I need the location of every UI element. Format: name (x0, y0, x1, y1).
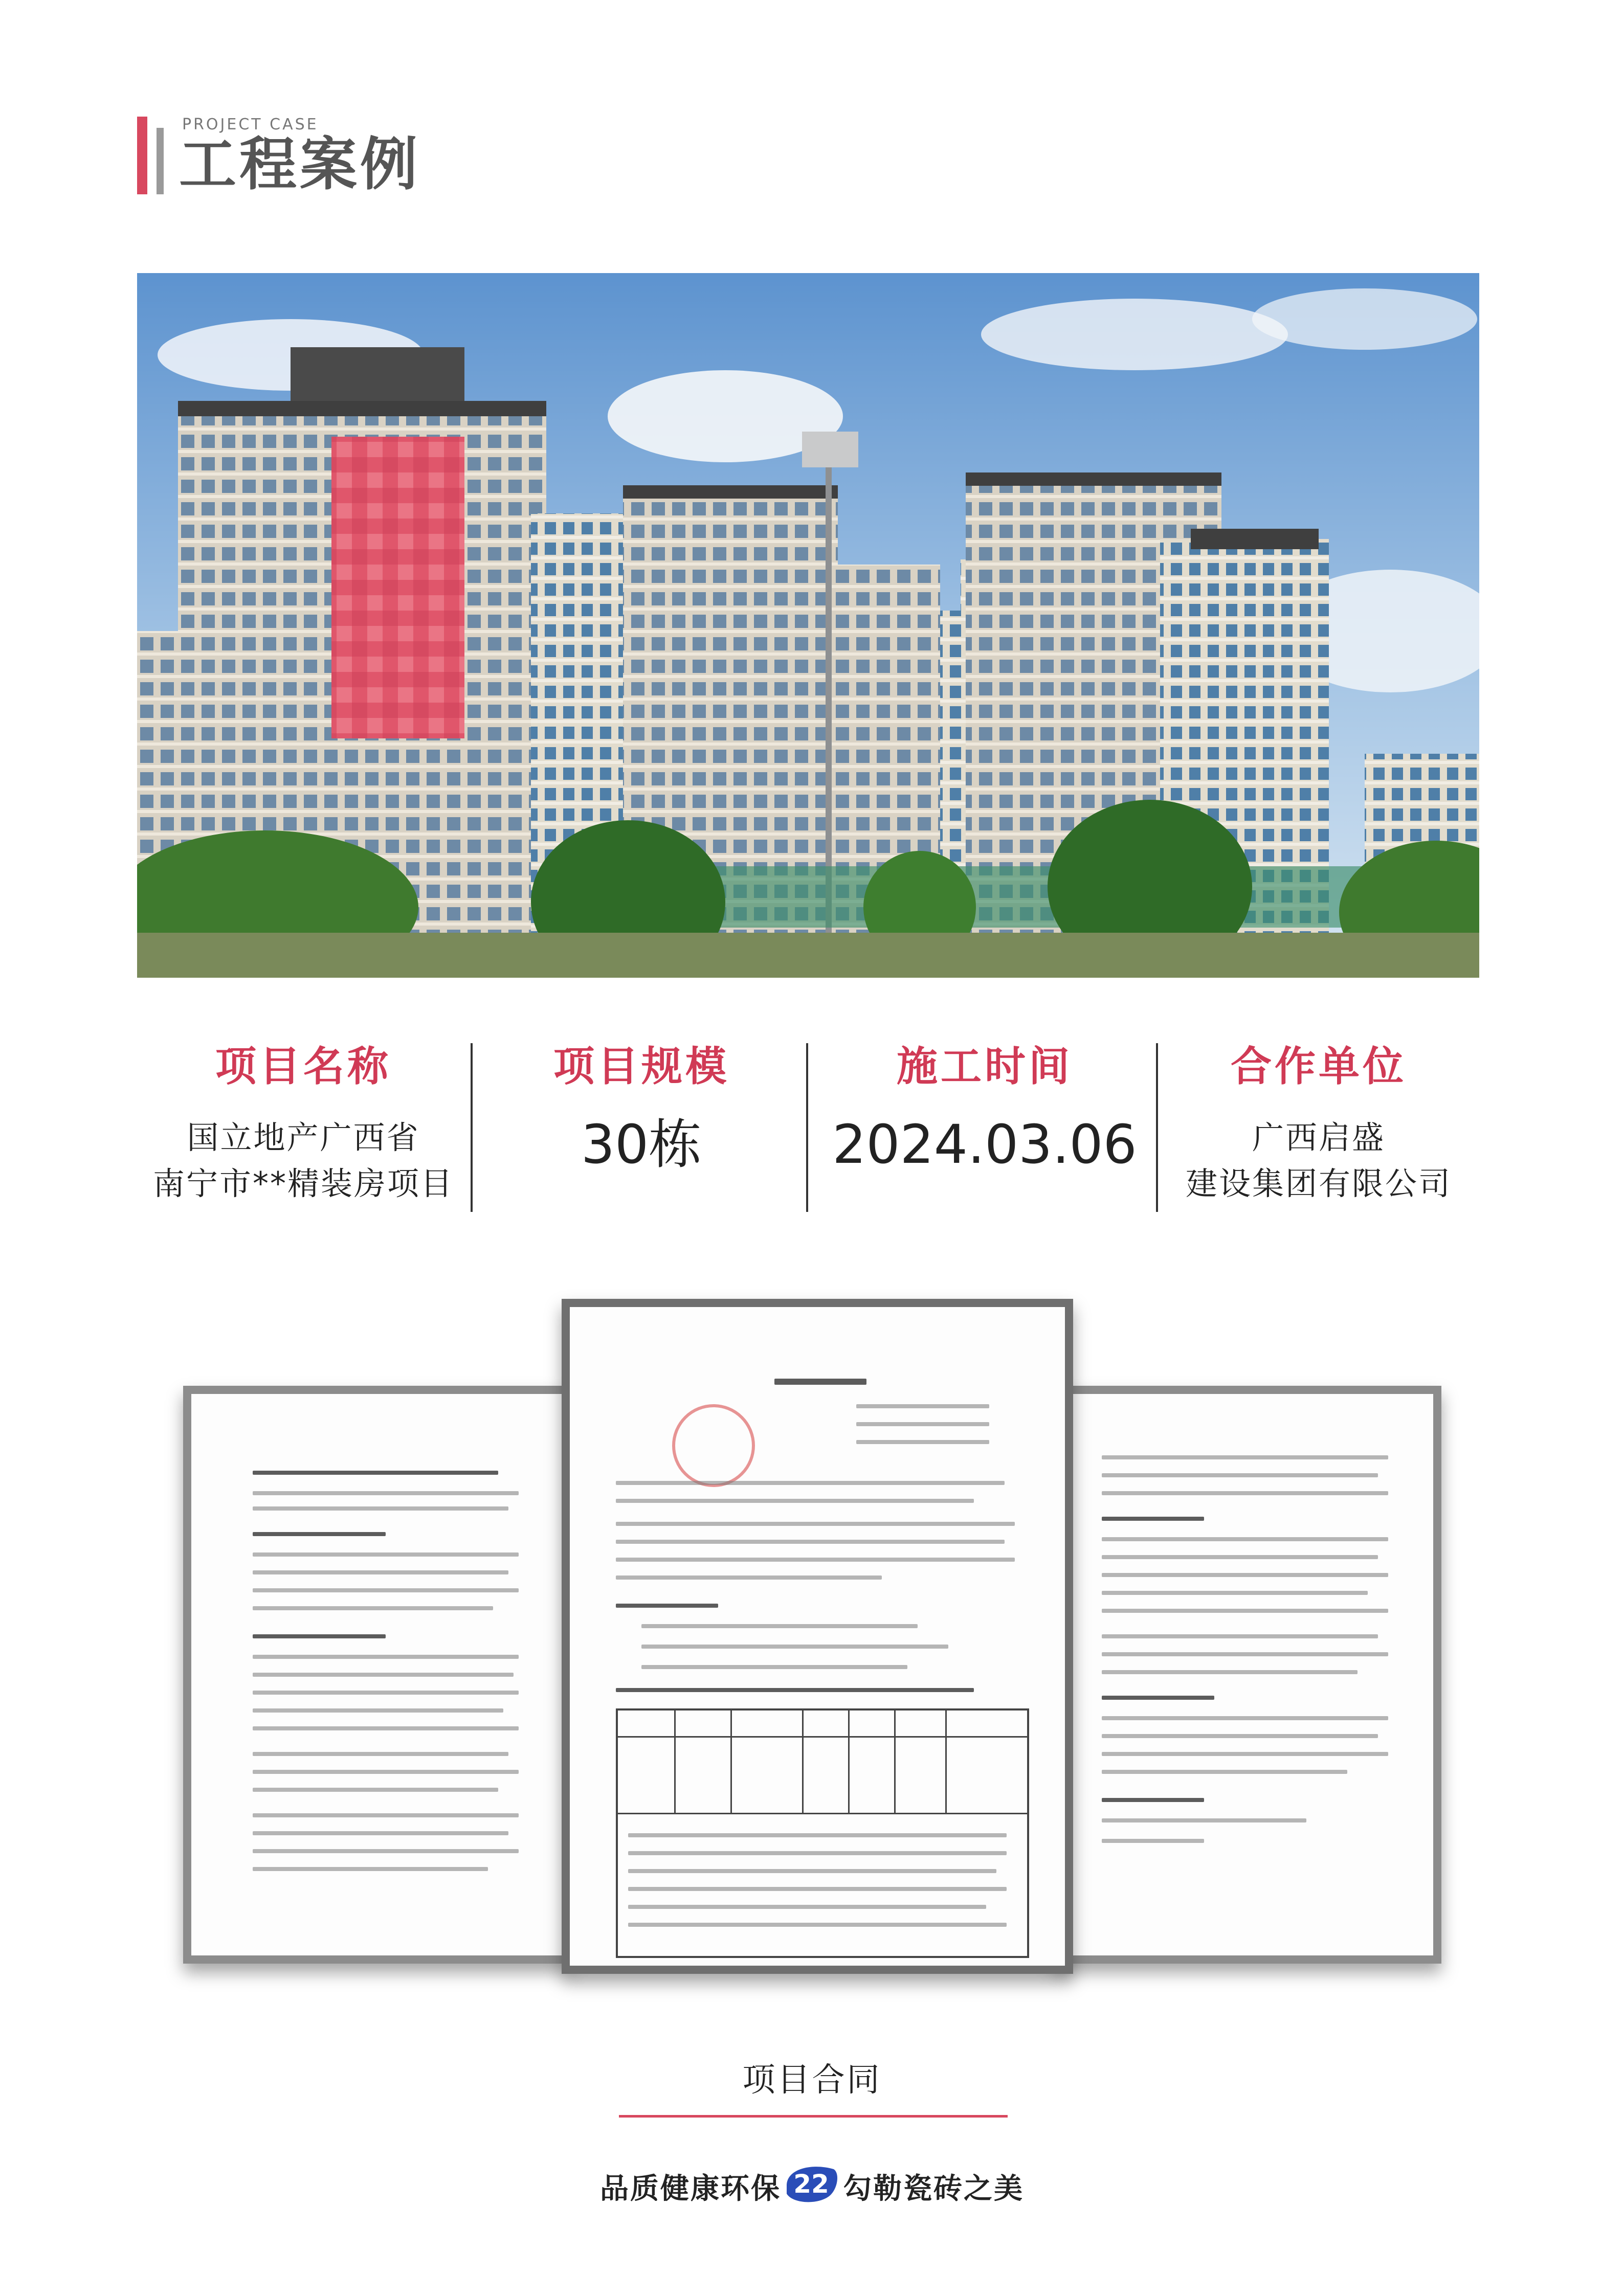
caption-underline (619, 2115, 1008, 2118)
page-footer (0, 2159, 1624, 2210)
construction-time-column (808, 1038, 1161, 1212)
project-name-line2: 南宁市**精装房项目 (152, 1165, 454, 1202)
seal-stamp (672, 1404, 755, 1487)
project-photo (137, 273, 1479, 978)
project-name-column (137, 1038, 470, 1212)
contract-images (137, 1248, 1479, 2015)
construction-time-label: 施工时间 (897, 1043, 1073, 1090)
project-info (137, 1038, 1479, 1212)
contract-page-left (183, 1386, 572, 1964)
contract-page-right (1053, 1386, 1441, 1964)
project-scale-column (473, 1038, 810, 1212)
page-title: 工程案例 (179, 131, 420, 198)
project-name-line1: 国立地产广西省 (187, 1119, 420, 1156)
contract-page-center (562, 1299, 1073, 1974)
page-number-badge (783, 2162, 840, 2205)
partner-column (1158, 1038, 1479, 1212)
partner-label: 合作单位 (1231, 1043, 1407, 1090)
footer-slogan-right: 勾勒瓷砖之美 (843, 2172, 1024, 2205)
project-scale-value: 30栋 (581, 1113, 702, 1176)
footer-slogan-left: 品质健康环保 (600, 2172, 781, 2205)
page-number: 22 (793, 2169, 829, 2199)
header-subtitle: PROJECT CASE (182, 116, 319, 133)
header-accent-bar (137, 117, 147, 194)
header-gray-bar (157, 128, 164, 194)
construction-time-value: 2024.03.06 (832, 1113, 1137, 1176)
partner-line2: 建设集团有限公司 (1185, 1165, 1452, 1202)
contract-caption: 项目合同 (742, 2061, 882, 2099)
partner-line1: 广西启盛 (1252, 1119, 1385, 1156)
project-scale-label: 项目规模 (553, 1043, 729, 1090)
contract-table (616, 1708, 1029, 1958)
project-name-label: 项目名称 (215, 1043, 391, 1090)
